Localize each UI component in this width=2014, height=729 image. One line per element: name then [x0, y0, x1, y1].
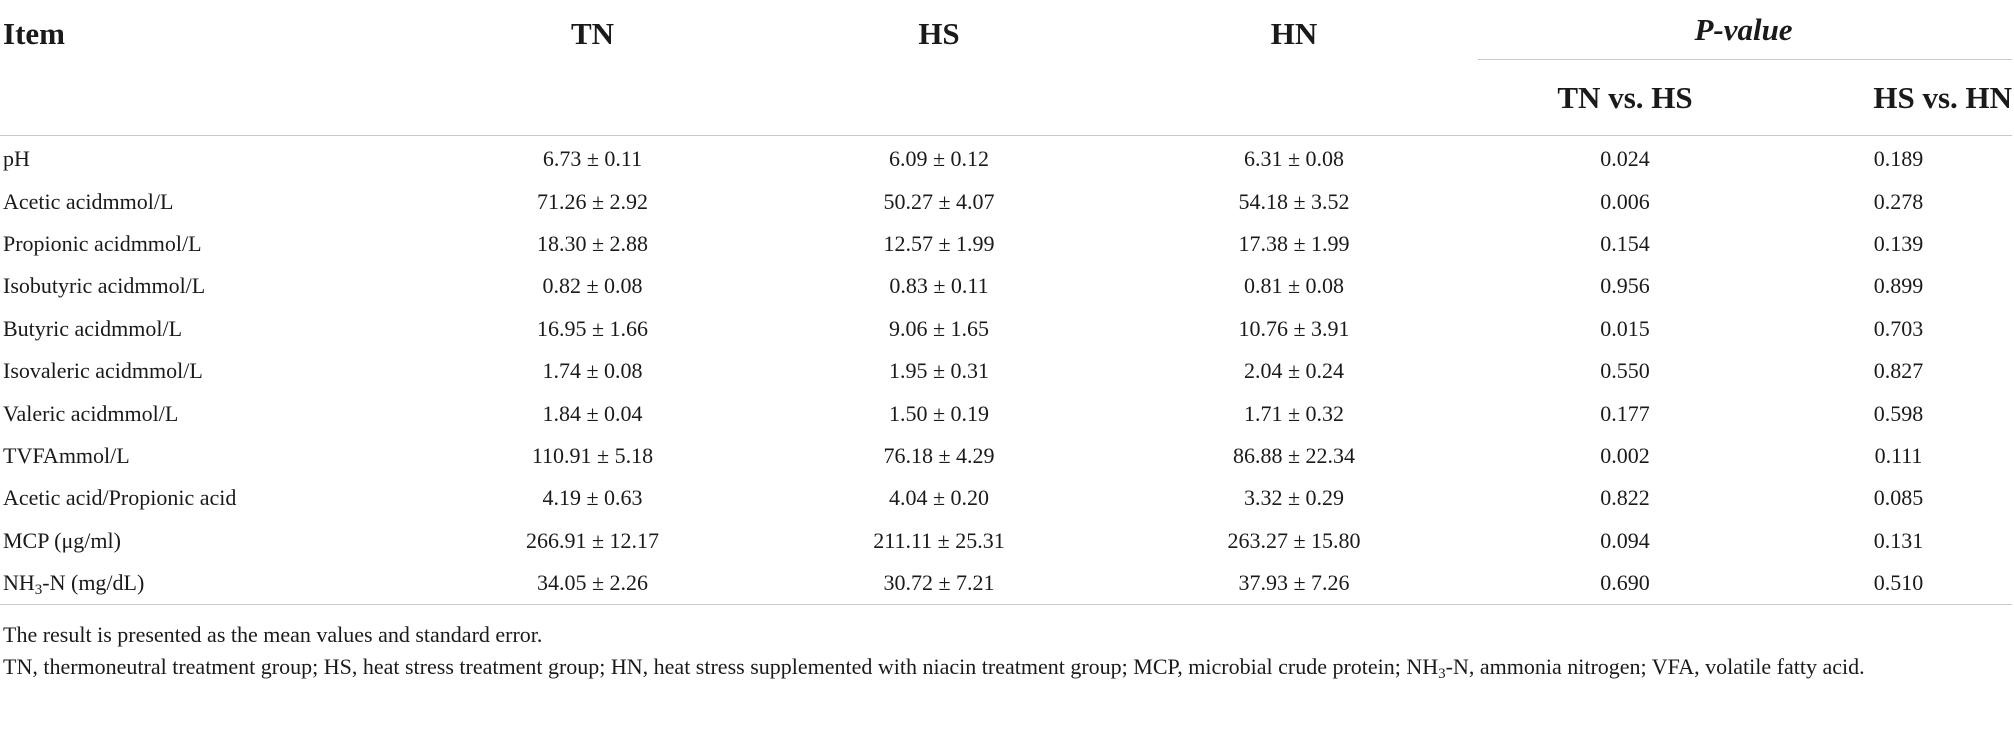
cell-hs: 0.83 ± 0.11 — [889, 273, 989, 299]
header-pvalue — [1475, 0, 2012, 60]
row-item: Butyric acidmmol/L — [3, 315, 183, 341]
cell-p-hs-hn: 0.111 — [1874, 442, 1923, 468]
cell-tn: 16.95 ± 1.66 — [536, 315, 649, 341]
cell-tn: 0.82 ± 0.08 — [542, 273, 643, 299]
row-item: Valeric acidmmol/L — [3, 400, 179, 426]
cell-tn: 34.05 ± 2.26 — [420, 562, 765, 605]
pvalue-divider — [1478, 59, 2012, 60]
cell-p-tn-hs: 0.024 — [1600, 146, 1650, 172]
cell-hs: 211.11 ± 25.31 — [873, 527, 1005, 553]
table-row — [0, 223, 2012, 265]
cell-p-hs-hn: 0.703 — [1873, 315, 1924, 341]
cell-tn: 6.73 ± 0.11 — [542, 146, 643, 172]
cell-hn: 2.04 ± 0.24 — [1243, 358, 1345, 384]
cell-p-hs-hn: 0.131 — [1873, 527, 1924, 553]
cell-hn: 6.31 ± 0.08 — [1243, 146, 1345, 172]
cell-hn: 3.32 ± 0.29 — [1243, 485, 1345, 511]
cell-hs: 50.27 ± 4.07 — [883, 188, 995, 214]
cell-p-hs-hn: 0.510 — [1765, 562, 2012, 605]
cell-p-tn-hs: 0.550 — [1600, 358, 1650, 384]
cell-hn: 1.71 ± 0.32 — [1243, 400, 1345, 426]
cell-p-tn-hs: 0.690 — [1475, 562, 1765, 605]
cell-hn: 54.18 ± 3.52 — [1238, 188, 1350, 214]
table-row — [0, 392, 2012, 434]
cell-hn: 263.27 ± 15.80 — [1227, 527, 1361, 553]
cell-hn: 37.93 ± 7.26 — [1113, 562, 1475, 605]
row-item: Isovaleric acidmmol/L — [3, 358, 203, 384]
nh3-prefix: NH — [3, 570, 35, 596]
cell-p-hs-hn: 0.598 — [1873, 400, 1924, 426]
cell-p-hs-hn: 0.085 — [1873, 485, 1924, 511]
cell-tn: 4.19 ± 0.63 — [542, 485, 643, 511]
cell-p-hs-hn: 0.278 — [1873, 188, 1924, 214]
row-item: TVFAmmol/L — [3, 442, 130, 468]
table-row — [0, 308, 2012, 350]
cell-p-tn-hs: 0.822 — [1600, 485, 1650, 511]
nh3-subscript: 3 — [34, 582, 43, 599]
cell-hs: 4.04 ± 0.20 — [888, 485, 990, 511]
nh3-suffix: -N (mg/dL) — [42, 570, 145, 596]
cell-hn: 86.88 ± 22.34 — [1232, 442, 1356, 468]
row-item: Acetic acid/Propionic acid — [3, 485, 237, 511]
cell-tn: 110.91 ± 5.18 — [531, 442, 654, 468]
cell-p-tn-hs: 0.956 — [1600, 273, 1650, 299]
cell-p-tn-hs: 0.154 — [1600, 230, 1650, 256]
table-row — [0, 520, 2012, 562]
cell-hs: 1.50 ± 0.19 — [888, 400, 990, 426]
row-item: Propionic acidmmol/L — [3, 230, 202, 256]
table-body — [0, 136, 2012, 605]
abbrev-text-end: -N, ammonia nitrogen; VFA, volatile fatty acid. — [1445, 654, 1865, 679]
cell-p-tn-hs: 0.015 — [1600, 315, 1650, 341]
cell-hs: 6.09 ± 0.12 — [888, 146, 990, 172]
cell-p-tn-hs: 0.006 — [1600, 188, 1650, 214]
table-row — [0, 136, 2012, 181]
cell-hs: 1.95 ± 0.31 — [888, 358, 990, 384]
row-item: Acetic acidmmol/L — [3, 188, 174, 214]
cell-tn: 1.74 ± 0.08 — [542, 358, 643, 384]
header-hn: HN — [1270, 16, 1318, 51]
abbrev-text-start: TN, thermoneutral treatment group; HS, heat stress treatment group; HN, heat stress supplemented with niacin treatment group; MCP, microbial crude protein; NH — [3, 654, 1439, 679]
cell-p-hs-hn: 0.899 — [1873, 273, 1924, 299]
abbrev-subscript: 3 — [1438, 666, 1446, 682]
header-tn: TN — [570, 16, 615, 51]
row-item: Isobutyric acidmmol/L — [3, 273, 206, 299]
footnote-abbreviations — [3, 651, 2011, 683]
table-row — [0, 350, 2012, 392]
cell-p-hs-hn: 0.139 — [1873, 230, 1924, 256]
table-row — [0, 265, 2012, 307]
cell-tn: 18.30 ± 2.88 — [536, 230, 649, 256]
header-hs-vs-hn: HS vs. HN — [1873, 79, 2013, 115]
row-item: MCP (μg/ml) — [3, 527, 121, 553]
footnote-stats: The result is presented as the mean values and standard error. — [3, 622, 543, 647]
cell-p-tn-hs: 0.177 — [1600, 400, 1650, 426]
cell-hn: 0.81 ± 0.08 — [1243, 273, 1345, 299]
table-footnotes — [3, 619, 2011, 683]
cell-hs: 30.72 ± 7.21 — [765, 562, 1113, 605]
table-row — [0, 477, 2012, 519]
cell-p-tn-hs: 0.002 — [1600, 442, 1650, 468]
cell-tn: 1.84 ± 0.04 — [542, 400, 643, 426]
cell-tn: 71.26 ± 2.92 — [536, 188, 649, 214]
cell-hn: 10.76 ± 3.91 — [1238, 315, 1350, 341]
cell-p-hs-hn: 0.827 — [1873, 358, 1924, 384]
header-tn-vs-hs: TN vs. HS — [1557, 79, 1693, 115]
table-row — [0, 180, 2012, 222]
header-hs: HS — [918, 16, 960, 51]
table-row — [0, 562, 2012, 605]
header-row — [0, 0, 2012, 60]
table-row — [0, 435, 2012, 477]
cell-p-tn-hs: 0.094 — [1600, 527, 1650, 553]
cell-hs: 76.18 ± 4.29 — [883, 442, 995, 468]
header-pvalue-label: P-value — [1694, 12, 1793, 47]
cell-tn: 266.91 ± 12.17 — [525, 527, 660, 553]
header-item: Item — [3, 16, 65, 51]
cell-p-hs-hn: 0.189 — [1873, 146, 1924, 172]
row-item-nh3n — [0, 562, 420, 605]
row-item: pH — [3, 146, 30, 172]
cell-hs: 12.57 ± 1.99 — [883, 230, 995, 256]
cell-hn: 17.38 ± 1.99 — [1238, 230, 1350, 256]
cell-hs: 9.06 ± 1.65 — [888, 315, 990, 341]
